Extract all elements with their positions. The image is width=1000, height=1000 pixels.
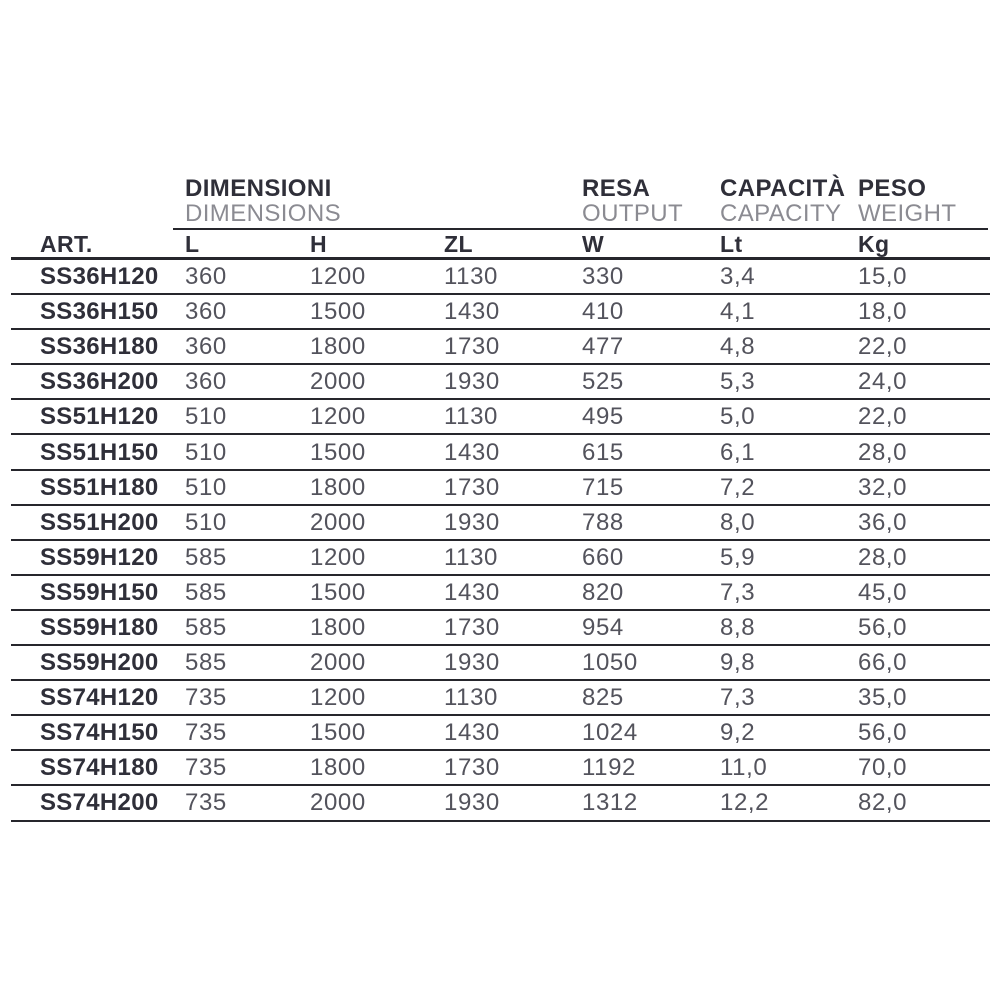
- cell-zl: 1130: [444, 263, 499, 291]
- cell-zl: 1930: [444, 368, 500, 396]
- cell-lt: 12,2: [720, 789, 770, 817]
- cell-art: SS51H120: [40, 403, 159, 431]
- cell-h: 1200: [310, 543, 366, 571]
- header-lt: Lt: [720, 230, 743, 257]
- spec-table: [11, 176, 990, 822]
- cell-lt: 5,0: [720, 403, 756, 431]
- cell-h: 1200: [310, 684, 366, 712]
- cell-art: SS74H150: [40, 719, 159, 747]
- cell-zl: 1730: [444, 333, 500, 361]
- cell-h: 1200: [310, 403, 366, 431]
- table-row: [11, 295, 990, 330]
- cell-kg: 56,0: [858, 613, 908, 641]
- cell-w: 525: [582, 368, 624, 396]
- cell-art: SS59H150: [40, 578, 159, 606]
- cell-kg: 35,0: [858, 684, 908, 712]
- cell-l: 510: [185, 403, 227, 431]
- cell-h: 2000: [310, 508, 366, 536]
- cell-lt: 5,3: [720, 368, 756, 396]
- cell-zl: 1430: [444, 719, 500, 747]
- col-group-dimensions-secondary: DIMENSIONS: [185, 200, 342, 227]
- cell-lt: 7,2: [720, 473, 756, 501]
- cell-kg: 22,0: [858, 403, 908, 431]
- cell-kg: 28,0: [858, 438, 908, 466]
- cell-art: SS36H150: [40, 298, 159, 326]
- cell-kg: 15,0: [858, 263, 908, 291]
- cell-zl: 1130: [444, 543, 499, 571]
- col-group-output: [582, 176, 720, 226]
- cell-lt: 8,8: [720, 613, 756, 641]
- cell-lt: 11,0: [720, 754, 768, 782]
- table-row: [11, 330, 990, 365]
- cell-w: 660: [582, 543, 624, 571]
- cell-zl: 1930: [444, 508, 500, 536]
- col-group-weight-primary: PESO: [858, 175, 927, 202]
- cell-zl: 1130: [444, 684, 499, 712]
- cell-h: 1200: [310, 263, 366, 291]
- table-group-header-row: [11, 176, 990, 230]
- table-row: [11, 786, 990, 821]
- col-group-weight-secondary: WEIGHT: [858, 200, 957, 227]
- cell-w: 820: [582, 578, 624, 606]
- cell-lt: 6,1: [720, 438, 756, 466]
- cell-art: SS74H200: [40, 789, 159, 817]
- cell-art: SS36H180: [40, 333, 159, 361]
- group-header-rule: [173, 228, 988, 230]
- cell-w: 330: [582, 263, 624, 291]
- cell-zl: 1430: [444, 438, 500, 466]
- cell-h: 1500: [310, 438, 366, 466]
- cell-w: 1312: [582, 789, 638, 817]
- table-row: [11, 646, 990, 681]
- cell-lt: 4,8: [720, 333, 756, 361]
- col-group-dimensions: [185, 176, 582, 226]
- cell-kg: 82,0: [858, 789, 908, 817]
- cell-l: 735: [185, 684, 227, 712]
- cell-h: 1800: [310, 333, 366, 361]
- col-group-capacity-primary: CAPACITÀ: [720, 175, 846, 202]
- table-row: [11, 716, 990, 751]
- cell-h: 2000: [310, 368, 366, 396]
- col-group-capacity: [720, 176, 858, 226]
- cell-w: 615: [582, 438, 624, 466]
- cell-zl: 1730: [444, 473, 500, 501]
- cell-art: SS74H180: [40, 754, 159, 782]
- cell-l: 585: [185, 649, 227, 677]
- cell-l: 735: [185, 754, 227, 782]
- cell-art: SS51H150: [40, 438, 159, 466]
- cell-kg: 28,0: [858, 543, 908, 571]
- cell-l: 735: [185, 789, 227, 817]
- cell-l: 360: [185, 333, 227, 361]
- cell-l: 585: [185, 543, 227, 571]
- cell-kg: 70,0: [858, 754, 908, 782]
- cell-l: 510: [185, 473, 227, 501]
- cell-art: SS36H200: [40, 368, 159, 396]
- cell-h: 1500: [310, 578, 366, 606]
- cell-art: SS51H200: [40, 508, 159, 536]
- cell-lt: 5,9: [720, 543, 756, 571]
- col-group-weight: [858, 176, 990, 226]
- header-zl: ZL: [444, 230, 473, 257]
- cell-art: SS51H180: [40, 473, 159, 501]
- cell-art: SS59H120: [40, 543, 159, 571]
- cell-w: 495: [582, 403, 624, 431]
- cell-kg: 36,0: [858, 508, 908, 536]
- header-w: W: [582, 230, 605, 257]
- cell-h: 2000: [310, 789, 366, 817]
- cell-zl: 1730: [444, 754, 500, 782]
- cell-art: SS59H180: [40, 613, 159, 641]
- cell-w: 954: [582, 613, 624, 641]
- cell-l: 510: [185, 438, 227, 466]
- table-units-header-row: [11, 230, 990, 260]
- header-art: ART.: [40, 230, 93, 257]
- col-group-output-primary: RESA: [582, 175, 651, 202]
- cell-zl: 1130: [444, 403, 499, 431]
- cell-l: 585: [185, 578, 227, 606]
- cell-h: 2000: [310, 649, 366, 677]
- cell-h: 1800: [310, 473, 366, 501]
- cell-l: 360: [185, 368, 227, 396]
- cell-art: SS74H120: [40, 684, 159, 712]
- table-row: [11, 506, 990, 541]
- table-row: [11, 435, 990, 470]
- cell-lt: 9,8: [720, 649, 756, 677]
- cell-w: 477: [582, 333, 624, 361]
- cell-zl: 1930: [444, 649, 500, 677]
- cell-zl: 1930: [444, 789, 500, 817]
- cell-zl: 1730: [444, 613, 500, 641]
- cell-l: 510: [185, 508, 227, 536]
- cell-art: SS59H200: [40, 649, 159, 677]
- cell-kg: 18,0: [858, 298, 908, 326]
- cell-w: 410: [582, 298, 624, 326]
- cell-l: 360: [185, 298, 227, 326]
- table-body: [11, 260, 990, 822]
- cell-kg: 56,0: [858, 719, 908, 747]
- table-row: [11, 541, 990, 576]
- cell-kg: 45,0: [858, 578, 908, 606]
- table-row: [11, 260, 990, 295]
- cell-w: 825: [582, 684, 624, 712]
- table-row: [11, 576, 990, 611]
- cell-h: 1800: [310, 613, 366, 641]
- cell-w: 1024: [582, 719, 638, 747]
- cell-lt: 9,2: [720, 719, 756, 747]
- cell-kg: 66,0: [858, 649, 908, 677]
- table-row: [11, 611, 990, 646]
- cell-lt: 7,3: [720, 578, 756, 606]
- cell-lt: 7,3: [720, 684, 756, 712]
- header-h: H: [310, 230, 328, 257]
- cell-kg: 24,0: [858, 368, 908, 396]
- cell-l: 360: [185, 263, 227, 291]
- cell-art: SS36H120: [40, 263, 159, 291]
- table-row: [11, 400, 990, 435]
- cell-zl: 1430: [444, 578, 500, 606]
- cell-kg: 32,0: [858, 473, 908, 501]
- col-group-output-secondary: OUTPUT: [582, 200, 684, 227]
- col-group-dimensions-primary: DIMENSIONI: [185, 175, 332, 202]
- cell-w: 788: [582, 508, 624, 536]
- header-l: L: [185, 230, 200, 257]
- cell-w: 715: [582, 473, 624, 501]
- table-row: [11, 471, 990, 506]
- cell-h: 1500: [310, 298, 366, 326]
- cell-zl: 1430: [444, 298, 500, 326]
- cell-w: 1050: [582, 649, 638, 677]
- table-row: [11, 365, 990, 400]
- cell-l: 735: [185, 719, 227, 747]
- cell-lt: 3,4: [720, 263, 756, 291]
- table-row: [11, 751, 990, 786]
- cell-lt: 4,1: [720, 298, 756, 326]
- cell-lt: 8,0: [720, 508, 756, 536]
- cell-w: 1192: [582, 754, 637, 782]
- cell-l: 585: [185, 613, 227, 641]
- col-group-capacity-secondary: CAPACITY: [720, 200, 842, 227]
- cell-h: 1800: [310, 754, 366, 782]
- cell-kg: 22,0: [858, 333, 908, 361]
- cell-h: 1500: [310, 719, 366, 747]
- header-kg: Kg: [858, 230, 890, 257]
- table-row: [11, 681, 990, 716]
